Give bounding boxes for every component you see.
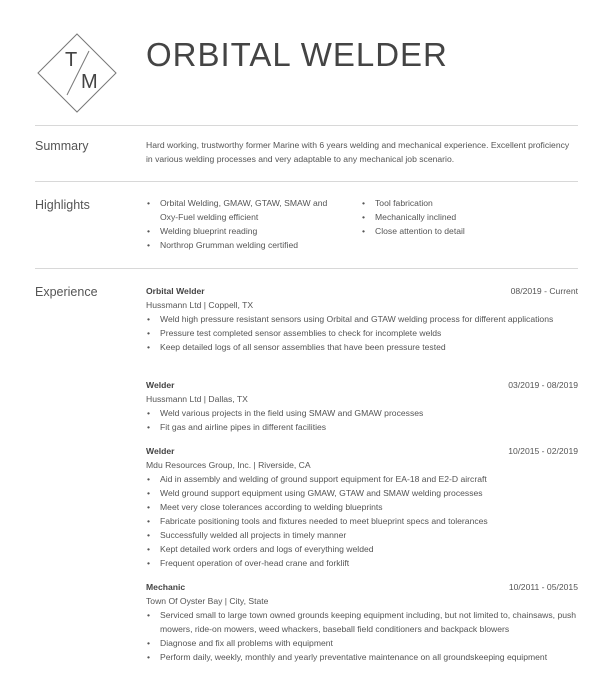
- list-item: • Weld ground support equipment using GMAW, GTAW and SMAW welding processes: [146, 486, 578, 500]
- job-company: Town Of Oyster Bay | City, State: [146, 596, 269, 606]
- list-item: • Successfully welded all projects in timely manner: [146, 528, 578, 542]
- job-dates: 03/2019 - 08/2019: [508, 380, 578, 390]
- diamond-frame-icon: [37, 33, 117, 113]
- job-dates: 10/2015 - 02/2019: [508, 446, 578, 456]
- job-dates: 10/2011 - 05/2015: [508, 582, 578, 592]
- summary-divider: [35, 181, 578, 182]
- list-item: • Frequent operation of over-head crane and forklift: [146, 556, 578, 570]
- list-item: • Tool fabrication: [361, 196, 561, 210]
- job-entry: [146, 284, 578, 354]
- job-dates: 08/2019 - Current: [510, 286, 578, 296]
- list-item: • Mechanically inclined: [361, 210, 561, 224]
- job-company: Hussmann Ltd | Coppell, TX: [146, 300, 254, 310]
- job-bullets: [146, 406, 578, 434]
- job-entry: [146, 378, 578, 434]
- job-bullets: [146, 312, 578, 354]
- job-company: Mdu Resources Group, Inc. | Riverside, CA: [146, 460, 311, 470]
- job-title: Orbital Welder: [146, 286, 205, 296]
- experience-heading: Experience: [35, 285, 98, 299]
- list-item: • Kept detailed work orders and logs of everything welded: [146, 542, 578, 556]
- job-bullets: [146, 608, 578, 664]
- job-company: Hussmann Ltd | Dallas, TX: [146, 394, 248, 404]
- list-item: • Keep detailed logs of all sensor assemblies that have been pressure tested: [146, 340, 578, 354]
- list-item: • Diagnose and fix all problems with equipment: [146, 636, 578, 650]
- job-bullets: [146, 472, 578, 570]
- list-item: • Fabricate positioning tools and fixtures needed to meet blueprint specs and tolerances: [146, 514, 578, 528]
- summary-text: Hard working, trustworthy former Marine with 6 years welding and mechanical experience. Excellent proficiency in various welding processes and very adaptable to any mechanical job scenario.: [146, 140, 570, 164]
- list-item: • Welding blueprint reading: [146, 224, 346, 238]
- highlights-heading: Highlights: [35, 198, 90, 212]
- monogram-logo: [37, 33, 117, 113]
- summary-heading: Summary: [35, 139, 89, 153]
- list-item: • Weld various projects in the field using SMAW and GMAW processes: [146, 406, 578, 420]
- list-item: • Orbital Welding, GMAW, GTAW, SMAW and Oxy-Fuel welding efficient: [146, 196, 346, 224]
- monogram-letter-first: T: [65, 49, 78, 71]
- list-item: • Serviced small to large town owned grounds keeping equipment including, but not limited to, chainsaws, push mowers, ride-on mowers, weed whackers, baseball field conditioners and backpack blowers: [146, 608, 578, 636]
- job-title: Welder: [146, 446, 175, 456]
- highlights-list-left: [146, 196, 346, 252]
- list-item: • Weld high pressure resistant sensors using Orbital and GTAW welding process for different applications: [146, 312, 578, 326]
- list-item: • Meet very close tolerances according to welding blueprints: [146, 500, 578, 514]
- list-item: • Perform daily, weekly, monthly and yearly preventative maintenance on all groundskeeping equipment: [146, 650, 578, 664]
- list-item: • Close attention to detail: [361, 224, 561, 238]
- job-entry: [146, 444, 578, 570]
- page-title: ORBITAL WELDER: [146, 36, 448, 73]
- list-item: • Aid in assembly and welding of ground support equipment for EA-18 and E2-D aircraft: [146, 472, 578, 486]
- monogram-letter-second: M: [81, 71, 98, 93]
- highlights-divider: [35, 268, 578, 269]
- job-title: Mechanic: [146, 582, 186, 592]
- list-item: • Pressure test completed sensor assemblies to check for incomplete welds: [146, 326, 578, 340]
- list-item: • Northrop Grumman welding certified: [146, 238, 346, 252]
- header-divider: [35, 125, 578, 126]
- list-item: • Fit gas and airline pipes in different facilities: [146, 420, 578, 434]
- job-entry: [146, 580, 578, 664]
- job-title: Welder: [146, 380, 175, 390]
- highlights-list-right: [361, 196, 561, 238]
